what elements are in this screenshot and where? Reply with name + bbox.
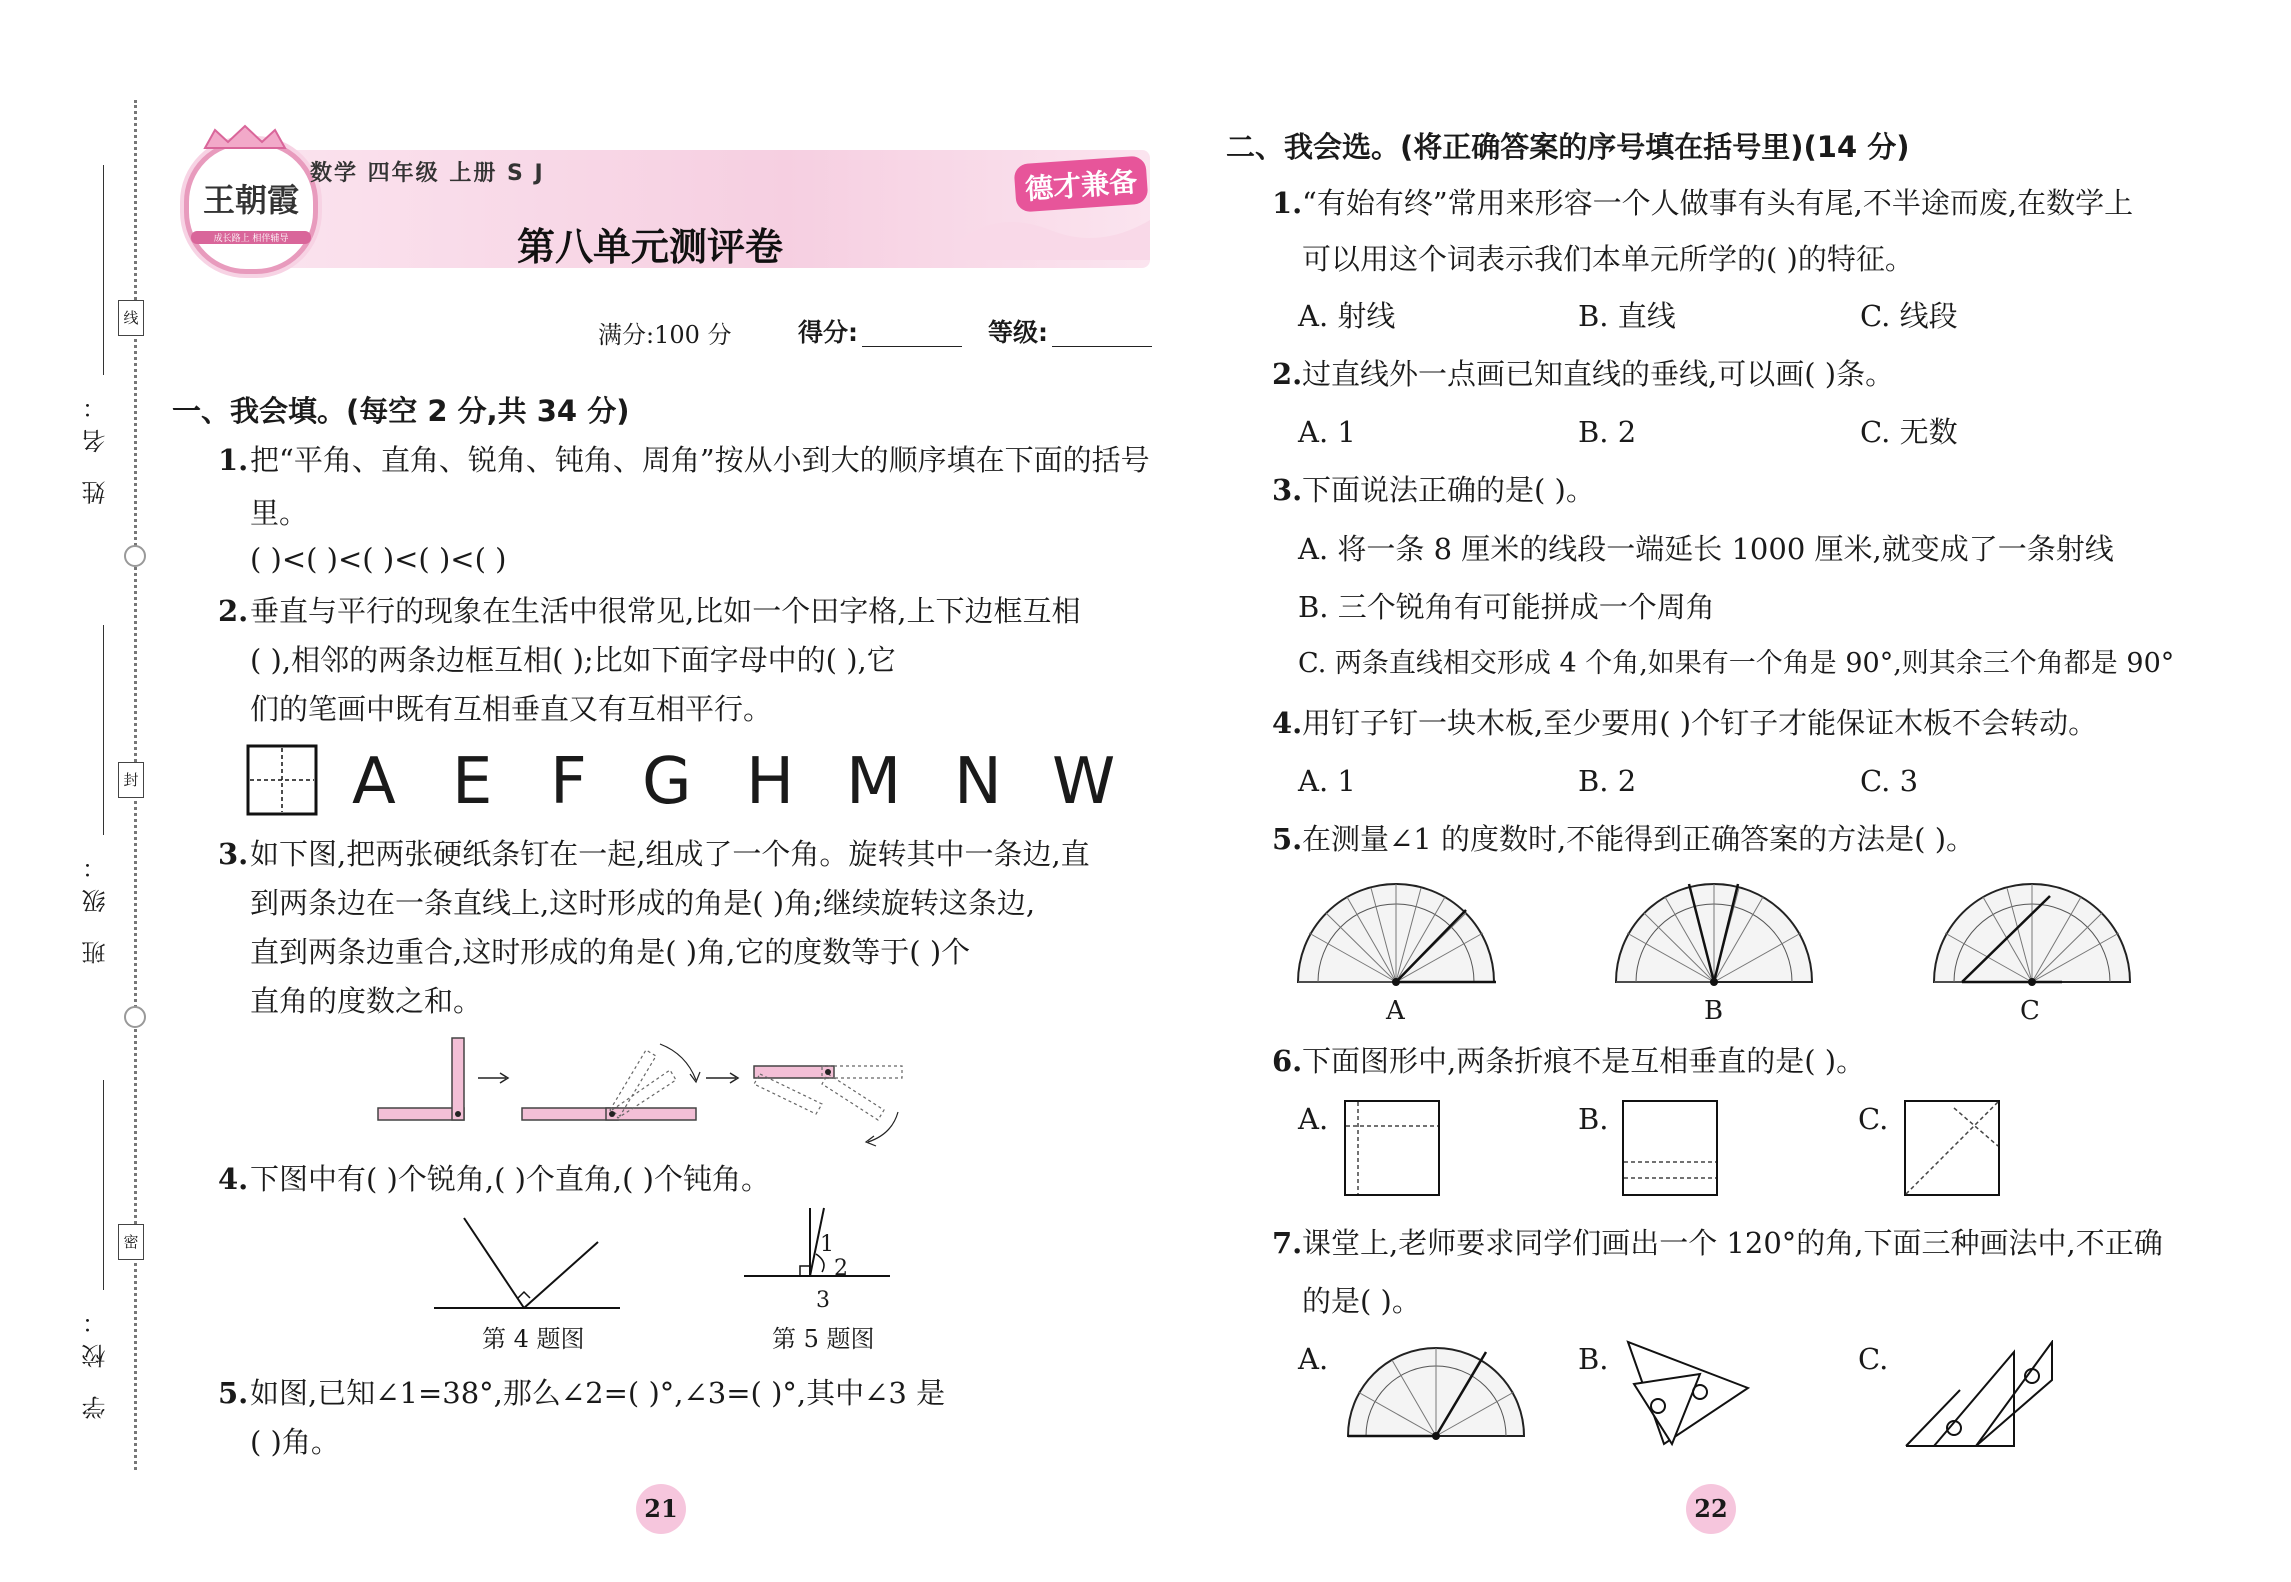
r-q2-option-c[interactable]: C. 无数 [1860, 415, 1958, 449]
r-q1-text-line2: 可以用这个词表示我们本单元所学的( )的特征。 [1302, 242, 1914, 276]
r-q7-label-a: A. [1298, 1342, 1329, 1376]
binding-circle [124, 1006, 146, 1028]
q1-answer-blanks[interactable]: ( )<( )<( )<( )<( ) [250, 542, 507, 576]
protractor-a-figure[interactable] [1296, 880, 1496, 986]
grade-field[interactable] [1052, 346, 1152, 347]
fig5-label-2: 2 [834, 1256, 848, 1281]
r-q4-number: 4. [1272, 706, 1303, 740]
r-q3-option-a[interactable]: A. 将一条 8 厘米的线段一端延长 1000 厘米,就变成了一条射线 [1298, 532, 2114, 566]
name-underline [103, 165, 104, 375]
q3-text-line3: 直到两条边重合,这时形成的角是( )角,它的度数等于( )个 [250, 935, 971, 969]
badge-virtue: 德才兼备 [1013, 155, 1148, 212]
r-q1-text-line1: “有始有终”常用来形容一个人做事有头有尾,不半途而废,在数学上 [1302, 186, 2134, 220]
r-q6-text-line1: 下面图形中,两条折痕不是互相垂直的是( )。 [1302, 1044, 1866, 1078]
protractor-b-figure[interactable] [1614, 880, 1814, 986]
q1-number: 1. [218, 443, 249, 477]
fold-square-c[interactable] [1904, 1100, 2000, 1196]
protractor-c-label: C [2020, 996, 2040, 1026]
score-field[interactable] [862, 346, 962, 347]
binding-circle [124, 545, 146, 567]
class-label: 班 级： [82, 845, 110, 965]
crown-icon [200, 124, 290, 150]
r-q1-option-b[interactable]: B. 直线 [1578, 299, 1676, 333]
q2-number: 2. [218, 594, 249, 628]
fold-square-a[interactable] [1344, 1100, 1440, 1196]
r-q7-label-c: C. [1858, 1342, 1889, 1376]
r-q5-text-line1: 在测量∠1 的度数时,不能得到正确答案的方法是( )。 [1302, 822, 1976, 856]
letter-F: F [550, 745, 587, 819]
fig5-label-3: 3 [816, 1288, 830, 1313]
draw-method-b-set-squares[interactable] [1620, 1340, 1750, 1448]
r-q1-number: 1. [1272, 186, 1303, 220]
fig4-angles-figure [434, 1216, 620, 1316]
logo-text: 王朝霞 [202, 181, 299, 219]
protractor-c-figure[interactable] [1932, 880, 2132, 986]
r-q4-option-b[interactable]: B. 2 [1578, 764, 1637, 798]
q5-number: 5. [218, 1376, 249, 1410]
letter-N: N [954, 745, 1002, 819]
seal-secret-box: 密 [118, 1224, 144, 1260]
section-1-heading: 一、我会填。(每空 2 分,共 34 分) [172, 394, 630, 428]
seal-line-box: 线 [118, 300, 144, 336]
r-q2-text-line1: 过直线外一点画已知直线的垂线,可以画( )条。 [1302, 357, 1895, 391]
q5-text-line1: 如图,已知∠1=38°,那么∠2=( )°,∠3=( )°,其中∠3 是 [250, 1376, 946, 1410]
letter-M: M [846, 745, 902, 819]
fig5-label-1: 1 [820, 1232, 834, 1257]
q3-text-line2: 到两条边在一条直线上,这时形成的角是( )角;继续旋转这条边, [250, 886, 1036, 920]
r-q7-number: 7. [1272, 1226, 1303, 1260]
q4-number: 4. [218, 1162, 249, 1196]
r-q6-number: 6. [1272, 1044, 1303, 1078]
q3-number: 3. [218, 837, 249, 871]
q2-text-line1: 垂直与平行的现象在生活中很常见,比如一个田字格,上下边框互相 [250, 594, 1081, 628]
draw-method-a-protractor[interactable] [1346, 1342, 1526, 1440]
fig5-caption: 第 5 题图 [772, 1325, 875, 1353]
q2-text-line3: 们的笔画中既有互相垂直又有互相平行。 [250, 692, 773, 726]
name-label: 姓 名： [82, 385, 110, 505]
r-q1-option-a[interactable]: A. 射线 [1298, 299, 1396, 333]
q2-text-line2: ( ),相邻的两条边框互相( );比如下面字母中的( ),它 [250, 643, 896, 677]
letter-E: E [452, 745, 493, 819]
r-q5-number: 5. [1272, 822, 1303, 856]
school-label: 学 校： [82, 1300, 110, 1420]
tian-grid-icon [246, 744, 318, 816]
grade-label: 等级: [988, 318, 1048, 347]
subject-line: 数学 四年级 上册 S J [310, 161, 545, 186]
r-q3-number: 3. [1272, 473, 1303, 507]
q3-text-line1: 如下图,把两张硬纸条钉在一起,组成了一个角。旋转其中一条边,直 [250, 837, 1090, 871]
r-q4-option-a[interactable]: A. 1 [1298, 764, 1356, 798]
r-q2-option-b[interactable]: B. 2 [1578, 415, 1637, 449]
score-label: 得分: [798, 318, 858, 347]
r-q2-number: 2. [1272, 357, 1303, 391]
r-q7-label-b: B. [1578, 1342, 1609, 1376]
letter-A: A [352, 745, 396, 819]
full-score: 满分:100 分 [598, 321, 732, 349]
letter-H: H [746, 745, 795, 819]
page-number-right: 22 [1686, 1484, 1736, 1534]
page-title: 第八单元测评卷 [516, 225, 783, 269]
q1-text-line1: 把“平角、直角、锐角、钝角、周角”按从小到大的顺序填在下面的括号 [250, 443, 1150, 477]
seal-seal-box: 封 [118, 762, 144, 798]
letter-G: G [642, 745, 692, 819]
r-q6-label-b: B. [1578, 1102, 1609, 1136]
letter-W: W [1052, 745, 1116, 819]
r-q3-text-line1: 下面说法正确的是( )。 [1302, 473, 1595, 507]
q3-text-line4: 直角的度数之和。 [250, 984, 483, 1018]
r-q7-text-line1: 课堂上,老师要求同学们画出一个 120°的角,下面三种画法中,不正确 [1302, 1226, 2163, 1260]
wave-decoration [960, 200, 1150, 260]
r-q3-option-b[interactable]: B. 三个锐角有可能拼成一个周角 [1298, 590, 1715, 624]
section-2-heading: 二、我会选。(将正确答案的序号填在括号里)(14 分) [1226, 130, 1910, 164]
school-underline [103, 1080, 104, 1290]
fig4-caption: 第 4 题图 [482, 1325, 585, 1353]
draw-method-c-set-squares[interactable] [1904, 1340, 2054, 1450]
q1-text-line2: 里。 [250, 496, 309, 530]
r-q4-option-c[interactable]: C. 3 [1860, 764, 1919, 798]
protractor-a-label: A [1386, 996, 1405, 1026]
r-q4-text-line1: 用钉子钉一块木板,至少要用( )个钉子才能保证木板不会转动。 [1302, 706, 2098, 740]
class-underline [103, 625, 104, 835]
r-q1-option-c[interactable]: C. 线段 [1860, 299, 1958, 333]
r-q7-text-line2: 的是( )。 [1302, 1284, 1421, 1318]
fold-square-b[interactable] [1622, 1100, 1718, 1196]
r-q3-option-c[interactable]: C. 两条直线相交形成 4 个角,如果有一个角是 90°,则其余三个角都是 90° [1298, 648, 2175, 679]
q4-text-line1: 下图中有( )个锐角,( )个直角,( )个钝角。 [250, 1162, 770, 1196]
q5-text-line2: ( )角。 [250, 1425, 340, 1459]
logo-slogan: 成长路上 相伴辅导 [191, 231, 311, 244]
page-number-left: 21 [636, 1484, 686, 1534]
r-q2-option-a[interactable]: A. 1 [1298, 415, 1356, 449]
r-q6-label-c: C. [1858, 1102, 1889, 1136]
protractor-b-label: B [1704, 996, 1724, 1026]
logo [184, 140, 318, 274]
q3-rotating-strips-figure [370, 1030, 970, 1150]
r-q6-label-a: A. [1298, 1102, 1329, 1136]
